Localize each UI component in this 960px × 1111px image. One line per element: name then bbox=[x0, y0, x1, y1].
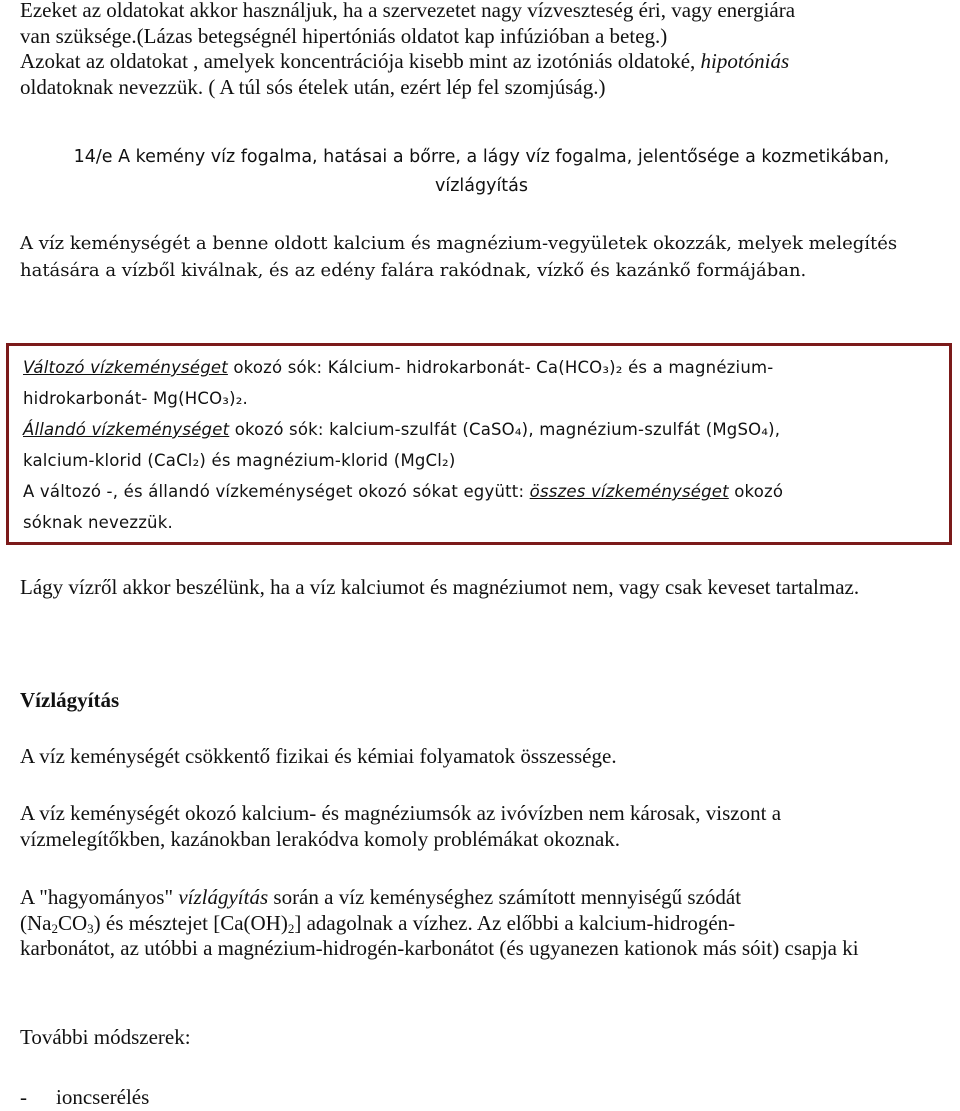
softening-title bbox=[20, 688, 945, 714]
section-heading-line-2: vízlágyítás bbox=[434, 176, 529, 196]
softening-paragraph-2 bbox=[20, 801, 920, 852]
p3-subscript-1: 2 bbox=[51, 920, 58, 936]
p3-subscript-2: 3 bbox=[87, 920, 94, 936]
section-heading bbox=[14, 143, 949, 201]
softening-title-text: Vízlágyítás bbox=[20, 688, 120, 712]
softening-paragraph-1 bbox=[20, 744, 945, 770]
section-heading-line-1: 14/e A kemény víz fogalma, hatásai a bőrre, a lágy víz fogalma, jelentősége a kozmetikában, bbox=[73, 147, 890, 167]
permanent-hardness-term: Állandó vízkeménységet bbox=[23, 420, 230, 439]
temporary-hardness-line-2: hidrokarbonát- Mg(HCO₃)₂. bbox=[23, 389, 248, 408]
softening-paragraph-3-line-1 bbox=[20, 885, 920, 911]
p3-emphasis: vízlágyítás bbox=[178, 885, 269, 909]
temporary-hardness-text: okozó sók: Kálcium- hidrokarbonát- Ca(HCO₃)₂ és a magnézium- bbox=[227, 358, 774, 377]
p3-formula-part-2: CO bbox=[57, 910, 88, 935]
further-methods-label bbox=[20, 1025, 945, 1051]
list-item-text: ioncserélés bbox=[56, 1085, 150, 1109]
intro-line-3 bbox=[20, 49, 945, 75]
p3-text-a: A "hagyományos" bbox=[20, 885, 179, 909]
p3-formula-part-4: ] adagolnak a vízhez. Az előbbi a kalcium-hidrogén- bbox=[294, 910, 736, 935]
intro-paragraph bbox=[20, 0, 945, 100]
total-hardness-post: okozó bbox=[728, 482, 784, 501]
total-hardness-term: összes vízkeménységet bbox=[529, 482, 729, 501]
soft-water-paragraph bbox=[20, 575, 920, 601]
further-methods-text: További módszerek: bbox=[20, 1025, 191, 1049]
intro-line-3-text: Azokat az oldatokat , amelyek koncentrációja kisebb mint az izotóniás oldatoké, bbox=[20, 49, 701, 73]
total-hardness-pre: A változó -, és állandó vízkeménységet okozó sókat együtt: bbox=[23, 482, 530, 501]
soft-water-text: Lágy vízről akkor beszélünk, ha a víz kalciumot és magnéziumot nem, vagy csak keveset tartalmaz. bbox=[20, 575, 860, 599]
intro-line-1: Ezeket az oldatokat akkor használjuk, ha a szervezetet nagy vízveszteség éri, vagy energiára bbox=[20, 0, 796, 22]
p3-subscript-3: 2 bbox=[287, 920, 295, 936]
total-hardness-line-2: sóknak nevezzük. bbox=[23, 513, 173, 532]
intro-line-4: oldatoknak nevezzük. ( A túl sós ételek után, ezért lép fel szomjúság.) bbox=[20, 74, 606, 99]
softening-paragraph-3 bbox=[20, 885, 920, 962]
p3-formula-part-1: (Na bbox=[20, 910, 52, 935]
total-hardness-line-1 bbox=[23, 476, 938, 507]
softening-paragraph-1-text: A víz keménységét csökkentő fizikai és kémiai folyamatok összessége. bbox=[20, 744, 617, 768]
temporary-hardness-term: Változó vízkeménységet bbox=[23, 358, 228, 377]
hardness-definition bbox=[20, 231, 900, 284]
permanent-hardness-line-2: kalcium-klorid (CaCl₂) és magnézium-klorid (MgCl₂) bbox=[23, 451, 456, 470]
p3-text-b: során a víz keménységhez számított mennyiségű szódát bbox=[268, 885, 742, 909]
permanent-hardness-text: okozó sók: kalcium-szulfát (CaSO₄), magnézium-szulfát (MgSO₄), bbox=[229, 420, 781, 439]
hardness-definition-text: A víz keménységét a benne oldott kalcium és magnézium-vegyületek okozzák, melyek melegítés hatására a vízből kiválnak, és az edény falára rakódnak, vízkő és kazánkő formájában. bbox=[20, 233, 898, 281]
intro-line-2: van szüksége.(Lázas betegségnél hipertóniás oldatot kap infúzióban a beteg.) bbox=[20, 23, 668, 48]
temporary-hardness-line-1 bbox=[23, 352, 938, 383]
hardness-types-box bbox=[6, 343, 952, 545]
softening-paragraph-3-line-3: karbonátot, az utóbbi a magnézium-hidrogén-karbonátot (és ugyanezen kationok más sóit) csapja ki bbox=[20, 936, 859, 960]
softening-paragraph-3-line-2 bbox=[20, 911, 920, 937]
softening-paragraph-2-text: A víz keménységét okozó kalcium- és magnéziumsók az ivóvízben nem károsak, viszont a vízmelegítőkben, kazánokban lerakódva komoly problémákat okoznak. bbox=[20, 801, 782, 851]
p3-formula-part-3: ) és mésztejet [Ca(OH) bbox=[93, 910, 288, 935]
list-dash: - bbox=[20, 1085, 27, 1109]
permanent-hardness-line-1 bbox=[23, 414, 938, 445]
hardness-types-content bbox=[23, 352, 938, 538]
intro-line-3-emphasis: hipotóniás bbox=[700, 49, 790, 73]
